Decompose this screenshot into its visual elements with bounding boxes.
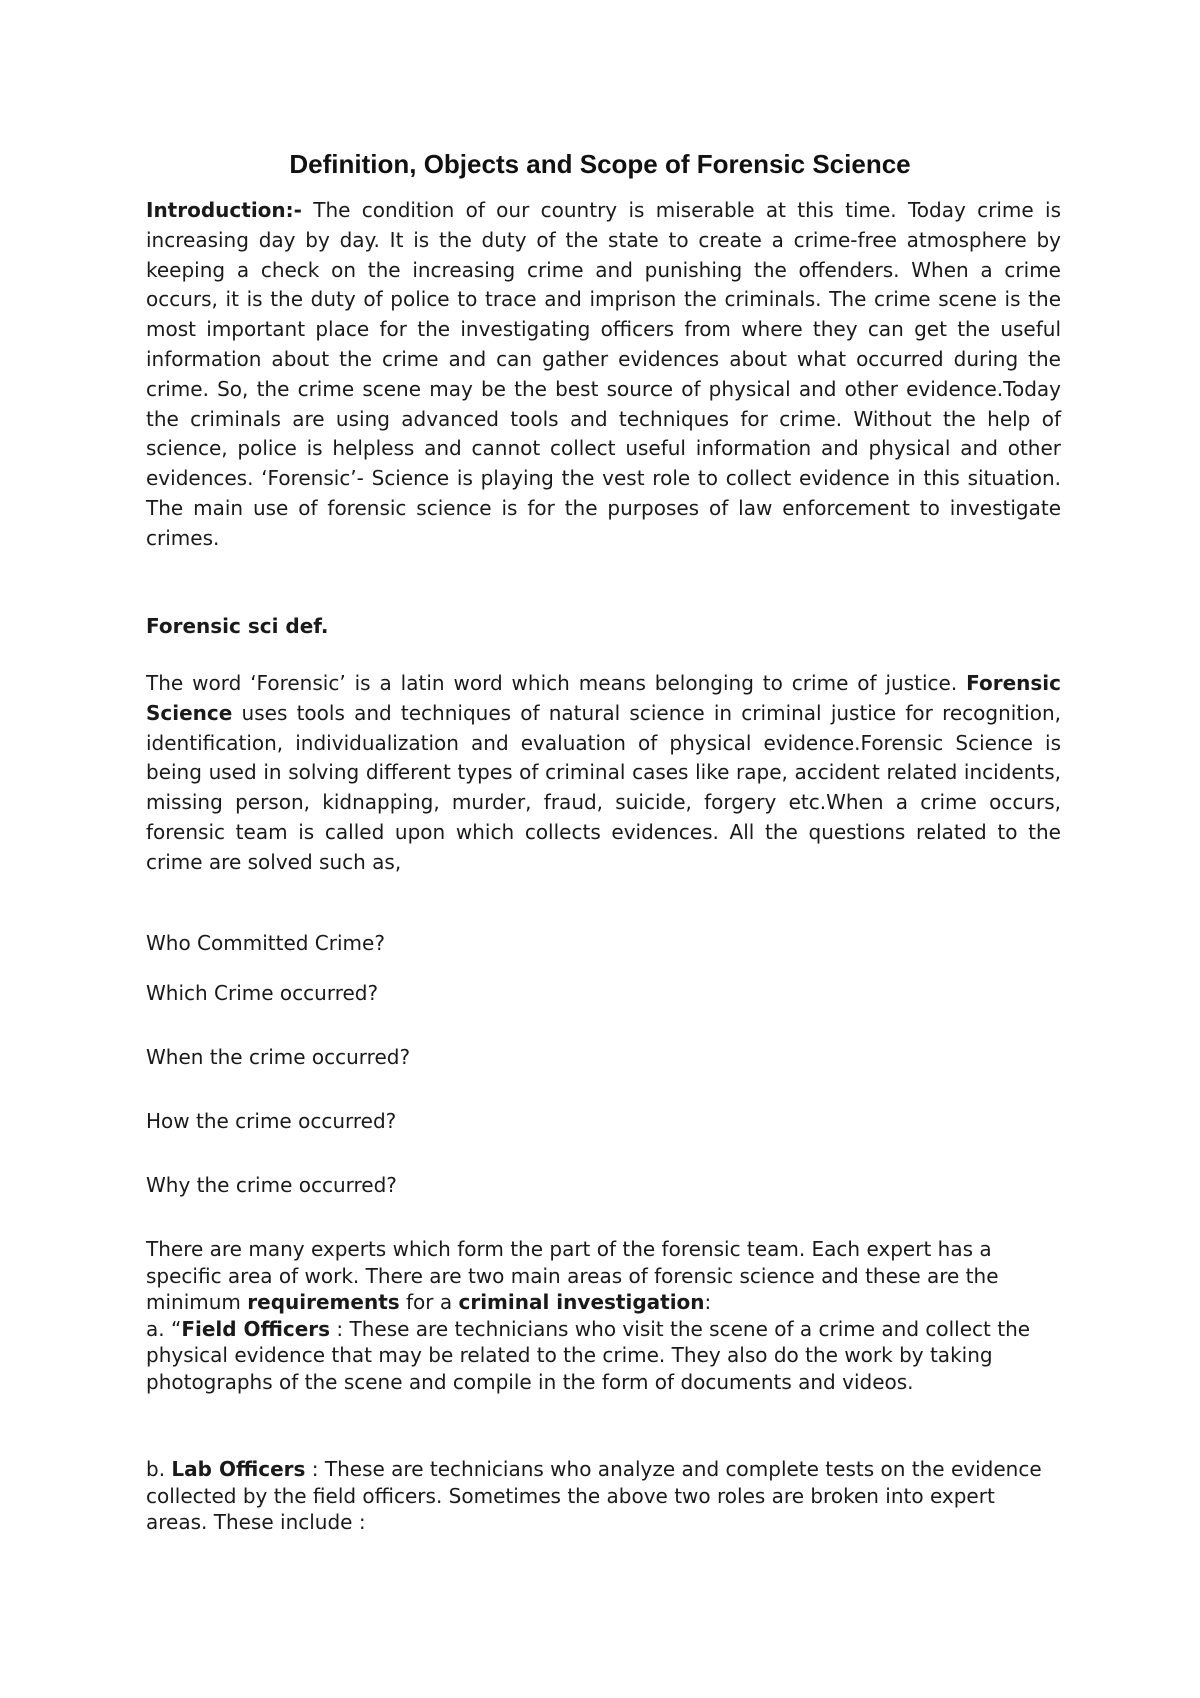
question-item: Who Committed Crime? [146, 931, 385, 955]
field-officers-label: Field Officers [181, 1316, 331, 1341]
intro-text: The condition of our country is miserable at this time. Today crime is increasing day by day. It is the duty of the state to create a crime-free atmosphere by keeping a check on the increasing crime and punishing the offenders. When a crime occurs, it is the duty of police to trace and imprison the criminals. The crime scene is the most important place for the investigating officers from where they can get the useful information about the crime and can gather evidences about what occurred during the crime. So, the crime scene may be the best source of physical and other evidence.Today the criminals are using advanced tools and techniques for crime. Without the help of science, police is helpless and cannot collect useful information and physical and other evidences. ‘Forensic’- Science is playing the vest role to collect evidence in this situation. The main use of forensic science is for the purposes of law enforcement to investigate crimes. [146, 198, 1061, 550]
experts-bold-investigation: criminal investigation [458, 1290, 705, 1314]
question-item: Why the crime occurred? [146, 1173, 397, 1197]
field-officers-text: : These are technicians who visit the scene of a crime and collect the physical evidence that may be related to the crime. They also do the work by taking photographs of the scene and compile in the form of documents and videos. [146, 1316, 1031, 1394]
document-title: Definition, Objects and Scope of Forensic Science [289, 149, 911, 179]
definition-text-b: uses tools and techniques of natural science in criminal justice for recognition, identification, individualization and evaluation of physical evidence.Forensic Science is being used in solving different types of criminal cases like rape, accident related incidents, missing person, kidnapping, murder, fraud, suicide, forgery etc.When a crime occurs, forensic team is called upon which collects evidences. All the questions related to the crime are solved such as, [146, 700, 1061, 874]
experts-text-c: : [704, 1290, 712, 1314]
definition-bold-term: Forensic Science [146, 671, 1061, 725]
definition-text-a: The word ‘Forensic’ is a latin word which means belonging to crime of justice. [146, 671, 967, 695]
question-item: How the crime occurred? [146, 1109, 397, 1133]
intro-paragraph [146, 196, 1061, 554]
experts-text-b: for a [399, 1290, 459, 1314]
intro-label: Introduction:- [146, 198, 302, 222]
experts-text-a: There are many experts which form the part of the forensic team. Each expert has a specific area of work. There are two main areas of forensic science and these are the minimum [146, 1237, 999, 1314]
field-officers-prefix: a. “ [146, 1316, 182, 1341]
question-item: When the crime occurred? [146, 1045, 411, 1069]
question-item: Which Crime occurred? [146, 981, 379, 1005]
experts-bold-requirements: requirements [247, 1290, 400, 1314]
lab-officers-prefix: b. [146, 1457, 172, 1481]
experts-paragraph [146, 1236, 1061, 1395]
lab-officers-text: : These are technicians who analyze and complete tests on the evidence collected by the field officers. Sometimes the above two roles are broken into expert areas. These include : [146, 1457, 1042, 1534]
definition-paragraph [146, 669, 1061, 878]
lab-officers-paragraph [146, 1456, 1061, 1536]
definition-heading: Forensic sci def. [146, 614, 329, 638]
lab-officers-label: Lab Officers [171, 1457, 306, 1481]
